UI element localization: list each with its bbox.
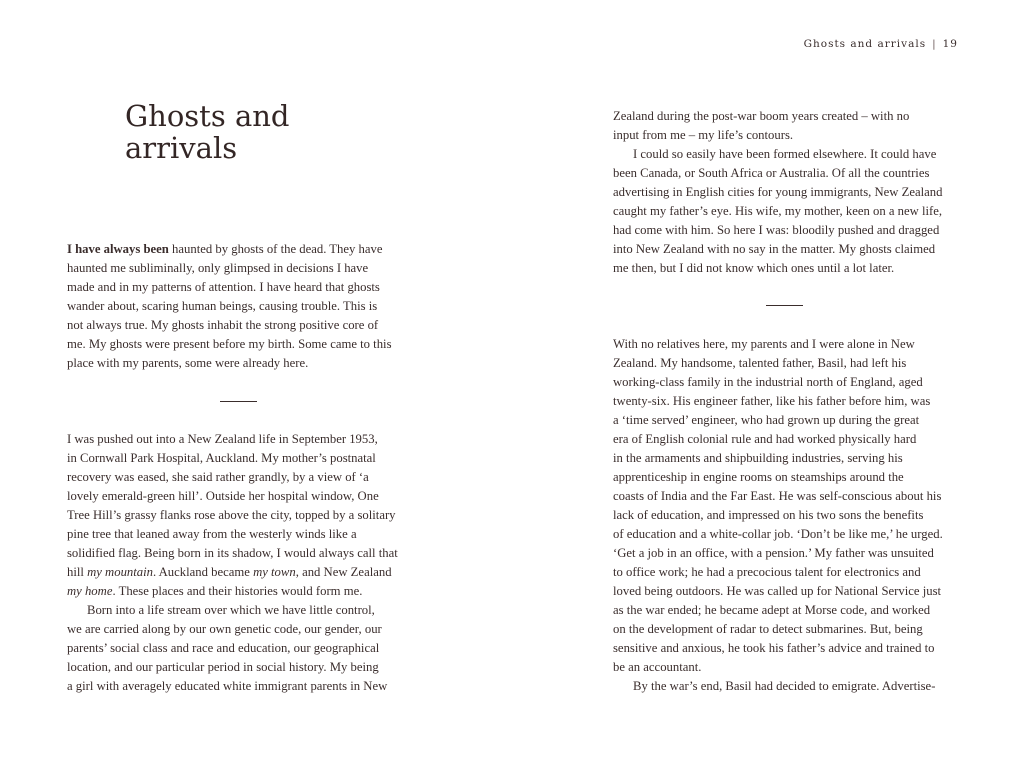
text-span: . Auckland became [153, 565, 254, 579]
section-divider [766, 305, 803, 306]
text-line: Born into a life stream over which we have little control, [87, 603, 375, 617]
text-line: me. My ghosts were present before my birth. Some came to this [67, 337, 392, 351]
text-span: , and New Zealand [295, 565, 392, 579]
text-line: into New Zealand with no say in the matter. My ghosts claimed [613, 242, 936, 256]
text-line: made and in my patterns of attention. I have heard that ghosts [67, 280, 380, 294]
text-line: lovely emerald-green hill’. Outside her hospital window, One [67, 489, 379, 503]
running-head-separator: | [932, 38, 937, 50]
text-line: a ‘time served’ engineer, who had grown up during the great [613, 413, 920, 427]
running-head-chapter: Ghosts and arrivals [803, 38, 927, 50]
text-line: I was pushed out into a New Zealand life in September 1953, [67, 432, 378, 446]
text-line: I could so easily have been formed elsewhere. It could have [633, 147, 937, 161]
text-line: era of English colonial rule and had worked physically hard [613, 432, 917, 446]
text-line: we are carried along by our own genetic code, our gender, our [67, 622, 382, 636]
birth-paragraph [67, 430, 398, 601]
text-line: location, and our particular period in social history. My being [67, 660, 379, 674]
opening-paragraph [67, 240, 392, 373]
text-line: been Canada, or South Africa or Australia. Of all the countries [613, 166, 930, 180]
text-line: caught my father’s eye. His wife, my mother, keen on a new life, [613, 204, 943, 218]
father-paragraph [613, 335, 943, 677]
text-line: By the war’s end, Basil had decided to emigrate. Advertise- [633, 679, 936, 693]
text-line: working-class family in the industrial north of England, aged [613, 375, 923, 389]
emigrate-paragraph [613, 677, 935, 696]
text-span: . These places and their histories would form me. [112, 584, 363, 598]
text-line: to office work; he had a precocious talent for electronics and [613, 565, 921, 579]
text-line: Tree Hill’s grassy flanks rose above the city, topped by a solitary [67, 508, 396, 522]
italic-text: my home [67, 584, 113, 598]
text-line: pine tree that leaned away from the westerly winds like a [67, 527, 357, 541]
lead-in-text: I have always been [67, 242, 169, 256]
text-span: hill [67, 565, 88, 579]
text-line: in Cornwall Park Hospital, Auckland. My mother’s postnatal [67, 451, 376, 465]
chapter-title-line-2: arrivals [125, 131, 238, 165]
text-line: Zealand during the post-war boom years created – with no [613, 109, 910, 123]
text-span: haunted by ghosts of the dead. They have [168, 242, 383, 256]
text-line: coasts of India and the Far East. He was self-conscious about his [613, 489, 942, 503]
text-line: as the war ended; he became adept at Morse code, and worked [613, 603, 931, 617]
text-line: in the armaments and shipbuilding industries, serving his [613, 451, 903, 465]
text-line: Zealand. My handsome, talented father, Basil, had left his [613, 356, 907, 370]
text-line: parents’ social class and race and education, our geographical [67, 641, 380, 655]
elsewhere-paragraph [613, 145, 942, 278]
text-line: me then, but I did not know which ones until a lot later. [613, 261, 895, 275]
text-line: had come with him. So here I was: bloodily pushed and dragged [613, 223, 940, 237]
text-line: wander about, scaring human beings, causing trouble. This is [67, 299, 378, 313]
text-line [67, 563, 398, 582]
chapter-title-line-1: Ghosts and [125, 99, 290, 133]
text-line: recovery was eased, she said rather grandly, by a view of ‘a [67, 470, 369, 484]
text-line: lack of education, and impressed on his two sons the benefits [613, 508, 924, 522]
italic-text: my town [253, 565, 296, 579]
text-line: sensitive and anxious, he took his father’s advice and trained to [613, 641, 935, 655]
text-line: be an accountant. [613, 660, 702, 674]
text-line: input from me – my life’s contours. [613, 128, 794, 142]
text-line: loved being outdoors. He was called up for National Service just [613, 584, 942, 598]
chapter-title [125, 100, 289, 164]
text-line: advertising in English cities for young immigrants, New Zealand [613, 185, 943, 199]
text-line: With no relatives here, my parents and I were alone in New [613, 337, 915, 351]
italic-text: my mountain [87, 565, 153, 579]
continuation-paragraph [613, 107, 909, 145]
text-line: haunted me subliminally, only glimpsed in decisions I have [67, 261, 369, 275]
lifestream-paragraph [67, 601, 387, 696]
text-line: a girl with averagely educated white immigrant parents in New [67, 679, 388, 693]
text-line: ‘Get a job in an office, with a pension.’ My father was unsuited [613, 546, 934, 560]
text-line: not always true. My ghosts inhabit the strong positive core of [67, 318, 379, 332]
text-line: place with my parents, some were already here. [67, 356, 309, 370]
text-line: twenty-six. His engineer father, like his father before him, was [613, 394, 931, 408]
text-line [67, 582, 398, 601]
text-line: of education and a white-collar job. ‘Don’t be like me,’ he urged. [613, 527, 943, 541]
text-line: on the development of radar to detect submarines. But, being [613, 622, 923, 636]
text-line [67, 240, 392, 259]
running-head [804, 38, 958, 50]
page-number: 19 [942, 38, 958, 50]
text-line: apprenticeship in engine rooms on steamships around the [613, 470, 904, 484]
section-divider [220, 401, 257, 402]
text-line: solidified flag. Being born in its shadow, I would always call that [67, 546, 398, 560]
